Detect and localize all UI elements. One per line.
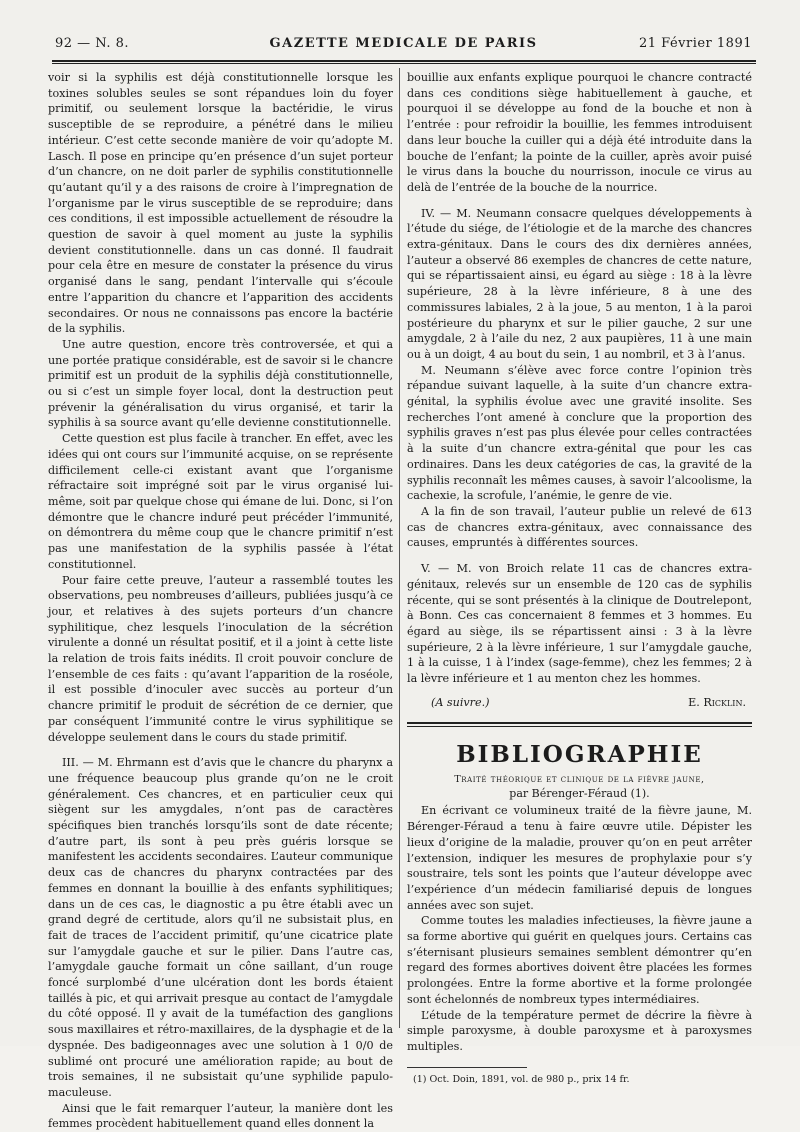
bibliography-heading: BIBLIOGRAPHIE (456, 741, 703, 769)
paragraph: Pour faire cette preuve, l’auteur a rassemblé toutes les observations, peu nombreuses d’ailleurs, publiées jusqu’à ce jour, et relatives à des sujets porteurs d’un chancre syphilitique, chez lesquels l’inoculation de la sécrétion virulente a donné un résultat positif, et il a joint à cette liste la relation de trois faits inédits. Il croit pouvoir conclure de l’ensemble de ces faits : qu’avant l’apparition de la roséole, il est possible d’inoculer avec succès au porteur d’un chancre primitif le produit de sécrétion de ce dernier, que par conséquent l’immunité contre le virus syphilitique se développe seulement dans le cours du stade primitif. (48, 573, 393, 744)
book-author: par Bérenger-Féraud (1). (509, 787, 650, 801)
paragraph: bouillie aux enfants explique pourquoi le chancre contracté dans ces conditions siège habituellement à gauche, et pourquoi il se développe au fond de la bouche et non à l’entrée : pour refroidir la bouillie, les femmes introduisent dans leur bouche la cuiller qui a déjà été introduite dans la bouche de l’enfant; la pointe de la cuiller, après avoir puisé le virus dans la bouche du nourrisson, inocule ce virus au delà de l’entrée de la bouche de la nourrice. (407, 71, 752, 194)
column-divider (399, 68, 400, 1028)
section-iii: III. — M. Ehrmann est d’avis que le chancre du pharynx a une fréquence beaucoup plus grande qu’on ne le croit généralement. Ces chancres, et en particulier ceux qui siègent sur les amygdales, n’ont pas de caractères spécifiques bien tranchés lorsqu’ils sont de date récente; d’autre part, ils sont à peu près guéris lorsque se manifestent les accidents secondaires. L’auteur communique deux cas de chancres du pharynx contractées par des femmes en donnant la bouillie à des enfants syphilitiques; dans un de ces cas, le diagnostic a pu être établi avec un grand degré de certitude, alors qu’il ne subsistait plus, en fait de traces de l’accident primitif, qu’une cicatrice plate sur l’amygdale gauche et sur le pilier. Dans l’autre cas, l’amygdale gauche formait un cône saillant, d’un rouge foncé surplombé d’une ulcération dont les bords étaient taillés à pic, et qui arrivait presque au contact de l’amygdale du côté opposé. Il y avait de la tuméfaction des ganglions sous maxillaires et rétro-maxillaires, de la dysphagie et de la dyspnée. Des badigeonnages avec une solution à 1 0/0 de sublimé ont procuré une amélioration rapide; au bout de trois semaines, il ne subsistait qu’une syphilide papulo-maculeuse. (48, 756, 393, 1099)
issue-date: 21 Février 1891 (638, 36, 752, 51)
page-header (55, 34, 752, 56)
section-iv: IV. — M. Neumann consacre quelques développements à l’étude du siége, de l’étiologie et de la marche des chancres extra-génitaux. Dans le cours des dix dernières années, l’auteur a observé 86 exemples de chancres de cette nature, qui se répartissaient ainsi, eu égard au siège : 18 à la lèvre supérieure, 28 à la lèvre inférieure, 8 à une des commissures labiales, 2 à la joue, 5 au menton, 1 à la paroi postérieure du pharynx et sur le pilier gauche, 2 sur une amygdale, 2 à l’aile du nez, 2 aux paupières, 11 à une main ou à un doigt, 4 au bout du sein, 1 au nombril, et 3 à l’anus. (407, 206, 752, 361)
paragraph: Une autre question, encore très controversée, et qui a une portée pratique considérable, est de savoir si le chancre primitif est un produit de la syphilis déjà constitutionnelle, ou si c’est un simple foyer local, dont la destruction peut prévenir la généralisation du virus organisé, et tarir la syphilis à sa source avant qu’elle devienne constitutionnelle. (48, 337, 393, 430)
paragraph: M. Neumann s’élève avec force contre l’opinion très répandue suivant laquelle, à la suite d’un chancre extra-génital, la syphilis évolue avec une gravité insolite. Ses recherches l’ont amené à conclure que la proportion des syphilis graves n’est pas plus élevée pour celles contractées à la suite d’un chancre extra-génital que pour les cas ordinaires. Dans les deux catégories de cas, la gravité de la syphilis reconnaît les mêmes causes, à savoir l’alcoolisme, la cachexie, la scrofule, l’anémie, le genre de vie. (407, 363, 752, 503)
paragraph: A la fin de son travail, l’auteur publie un relevé de 613 cas de chancres extra-génitaux, avec connaissance des causes, empruntés à différentes sources. (407, 504, 752, 550)
footnote: (1) Oct. Doin, 1891, vol. de 980 p., prix 14 fr. (413, 1073, 630, 1085)
publication-title: GAZETTE MEDICALE DE PARIS (269, 36, 538, 51)
paragraph: En écrivant ce volumineux traité de la fièvre jaune, M. Bérenger-Féraud a tenu à faire œuvre utile. Dépister les lieux d’origine de la maladie, prouver qu’on en peut arrêter l’extension, indiquer les mesures de prophylaxie pour s’y soustraire, tels sont les points que l’auteur développe avec l’expérience d’un médecin familiarisé depuis de longues années avec son sujet. (407, 804, 752, 912)
left-column (48, 70, 393, 1132)
paragraph: L’étude de la température permet de décrire la fièvre à simple paroxysme, à double paroxysme et à paroxysmes multiples. (407, 1008, 752, 1053)
book-title: Traité théorique et clinique de la fièvre jaune, (454, 774, 705, 786)
section-rule (407, 722, 752, 727)
author-signature: E. Ricklin. (688, 695, 746, 709)
page-number: 92 — N. 8. (55, 36, 130, 51)
article-signature (407, 695, 752, 711)
paragraph: Comme toutes les maladies infectieuses, la fièvre jaune a sa forme abortive qui guérit en quelques jours. Certains cas s’éternisant plusieurs semaines semblent démontrer qu’en regard des formes abortives doivent être placées les formes prolongées. Entre la forme abortive et la forme prolongée sont échelonnés de nombreux types intermédiaires. (407, 914, 752, 1006)
section-v: V. — M. von Broich relate 11 cas de chancres extra-génitaux, relevés sur un ensemble de 120 cas de syphilis récente, qui se sont présentés à la clinique de Doutrelepont, à Bonn. Ces cas concernaient 8 femmes et 3 hommes. Eu égard au siège, ils se répartissent ainsi : 3 à la lèvre supérieure, 2 à la lèvre inférieure, 1 sur l’amygdale gauche, 1 à la cuisse, 1 à l’index (sage-femme), chez les femmes; 2 à la lèvre inférieure et 1 au menton chez les hommes. (407, 562, 752, 686)
header-rule (52, 60, 756, 64)
paragraph: Cette question est plus facile à trancher. En effet, avec les idées qui ont cours sur l’immunité acquise, on se représente difficilement celle-ci existant avant que l’organisme réfractaire soit imprégné soit par le virus organisé lui-même, soit par quelque chose qui émane de lui. Donc, si l’on démontre que le chancre induré peut précéder l’immunité, on démontrera du même coup que le chancre primitif n’est pas une manifestation de la syphilis passée à l’état constitutionnel. (48, 432, 393, 571)
footnote-rule (407, 1067, 527, 1068)
paragraph: voir si la syphilis est déjà constitutionnelle lorsque les toxines solubles seules se sont répandues loin du foyer primitif, ou seulement lorsque la bactéridie, le virus susceptible de se reproduire, a pénétré dans le milieu intérieur. C’est cette seconde manière de voir qu’adopte M. Lasch. Il pose en principe qu’en présence d’un sujet porteur d’un chancre, on ne doit parler de syphilis constitutionnelle qu’autant qu’il y a des raisons de croire à l’impregnation de l’organisme par le virus susceptible de se reproduire; dans ces conditions, il est impossible actuellement de résoudre la question de savoir à quel moment au juste la syphilis devient constitutionnelle. dans un cas donné. Il faudrait pour cela être en mesure de constater la présence du virus organisé dans le sang, pendant l’intervalle qui s’écoule entre l’apparition du chancre et l’apparition des accidents secondaires. Or nous ne connaissons pas encore la bactérie de la syphilis. (48, 71, 393, 336)
right-column (407, 70, 752, 1087)
to-be-continued: (A suivre.) (431, 695, 490, 709)
paragraph: Ainsi que le fait remarquer l’auteur, la manière dont les femmes procèdent habituellement quand elles donnent la (48, 1101, 393, 1131)
